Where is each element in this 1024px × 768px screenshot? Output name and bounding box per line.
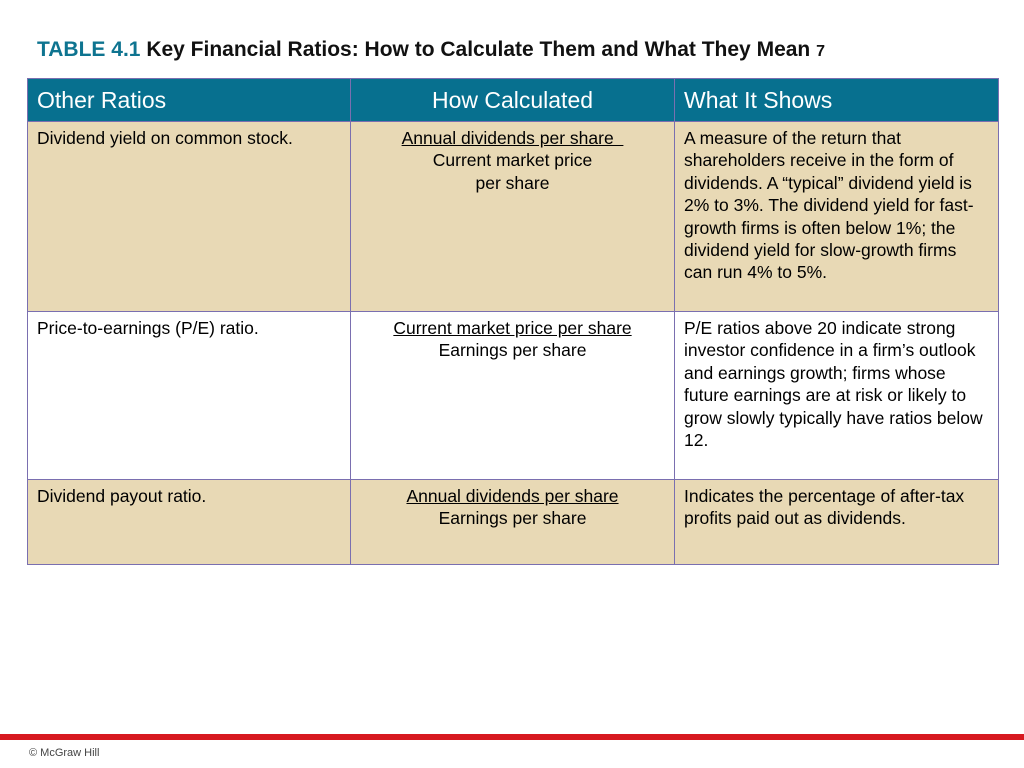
formula-numerator: Annual dividends per share — [406, 486, 619, 506]
copyright-text: © McGraw Hill — [29, 747, 100, 759]
ratios-table — [27, 78, 999, 565]
formula-numerator: Annual dividends per share — [401, 128, 624, 148]
formula-denominator: Earnings per share — [438, 340, 587, 361]
description-cell: P/E ratios above 20 indicate strong investor confidence in a firm’s outlook and earnings growth; firms whose future earnings are at risk or likely to grow slowly typically have ratios below 12. — [675, 312, 999, 480]
table-label: TABLE 4.1 — [37, 38, 141, 61]
formula-cell — [351, 122, 675, 312]
ratio-name-cell: Dividend yield on common stock. — [28, 122, 351, 312]
formula-denominator: Earnings per share — [438, 508, 587, 529]
description-cell: A measure of the return that shareholders receive in the form of dividends. A “typical” dividend yield is 2% to 3%. The dividend yield for fast-growth firms is often below 1%; the dividend yield for slow-growth firms can run 4% to 5%. — [675, 122, 999, 312]
formula-cell — [351, 312, 675, 480]
page-number: 7 — [816, 43, 826, 60]
column-header-other-ratios: Other Ratios — [28, 79, 351, 122]
column-header-what-it-shows: What It Shows — [675, 79, 999, 122]
table-row — [28, 122, 999, 312]
formula-cell — [351, 480, 675, 565]
page-title — [37, 38, 825, 62]
table-row — [28, 480, 999, 565]
title-text: Key Financial Ratios: How to Calculate Them and What They Mean — [146, 38, 811, 61]
formula-numerator: Current market price per share — [393, 318, 632, 338]
table-header-row — [28, 79, 999, 122]
formula-denominator-line-1: Current market price per share — [432, 150, 593, 193]
footer-divider — [0, 734, 1024, 740]
ratio-name-cell: Price-to-earnings (P/E) ratio. — [28, 312, 351, 480]
ratio-name-cell: Dividend payout ratio. — [28, 480, 351, 565]
table-row — [28, 312, 999, 480]
column-header-how-calculated: How Calculated — [351, 79, 675, 122]
description-cell: Indicates the percentage of after-tax profits paid out as dividends. — [675, 480, 999, 565]
